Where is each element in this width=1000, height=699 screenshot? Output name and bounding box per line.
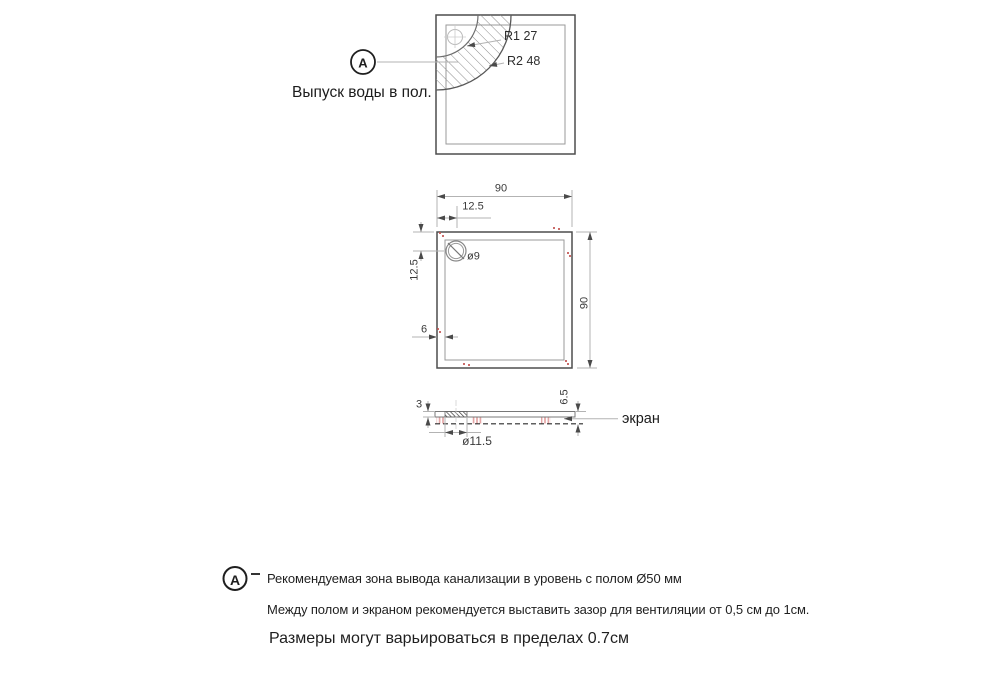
dim-total-height-label: 6.5 [558, 389, 571, 405]
plan-view-drawing [408, 190, 597, 368]
dim-wall-label: 6 [420, 323, 428, 336]
note-line-2: Между полом и экраном рекомендуется выставить зазор для вентиляции от 0,5 см до 1см. [267, 602, 810, 617]
side-view-drawing [423, 400, 618, 437]
radius-r1-label: R1 27 [504, 28, 538, 43]
drain-zone-hatched-area [436, 15, 511, 90]
screen-label: экран [622, 410, 660, 427]
water-outlet-caption: Выпуск воды в пол. [292, 84, 432, 101]
tray-legs [437, 417, 552, 424]
dim-offset-x-label: 12.5 [462, 200, 484, 213]
dim-offset-y-label: 12.5 [408, 259, 421, 281]
fastener-dots [437, 227, 571, 366]
drain-hole-diameter-label: ø11.5 [462, 434, 492, 448]
drain-circle [446, 241, 466, 261]
detail-a-marker-label: A [358, 55, 368, 71]
dim-edge-height-label: 3 [415, 398, 423, 411]
dim-height-label: 90 [578, 296, 591, 310]
dim-width-label: 90 [494, 182, 508, 195]
note-a-marker-label: A [229, 571, 241, 588]
radius-r2-label: R2 48 [507, 53, 541, 68]
note-line-1: Рекомендуемая зона вывода канализации в уровень с полом Ø50 мм [267, 571, 682, 586]
drain-position-mark [444, 26, 466, 48]
note-line-3: Размеры могут варьироваться в пределах 0.7см [269, 630, 629, 647]
drain-diameter-label: ø9 [467, 250, 480, 263]
